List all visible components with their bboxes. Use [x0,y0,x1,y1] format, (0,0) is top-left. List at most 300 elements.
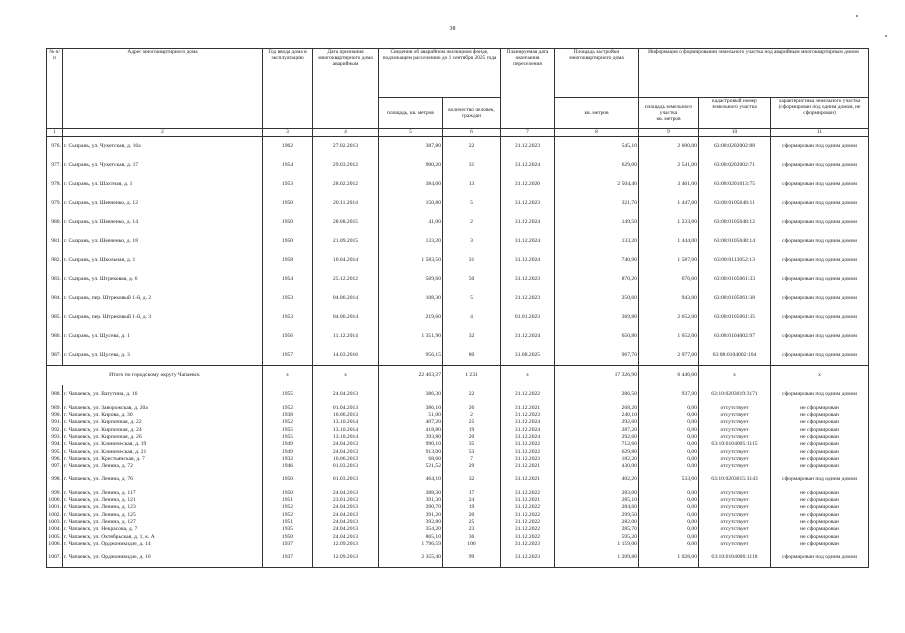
row-plan-date: 31.12.2024 [501,232,555,251]
row-land-area: 0,00 [639,518,699,525]
row-area: 1 583,50 [379,251,443,270]
row-cadastral: отсутствует [699,463,771,470]
row-characteristic: не сформирован [771,526,869,533]
row-land-area: 1 233,00 [639,213,699,232]
row-plan-date: 31.12.2021 [501,470,555,489]
row-characteristic: не сформирован [771,419,869,426]
row-characteristic: не сформирован [771,511,869,518]
row-address: г. Сызрань, ул. Школьная, д. 1 [63,251,263,270]
column-number: 5 [379,129,443,137]
row-plan-date: 31.12.2022 [501,489,555,496]
row-address: г. Чапаевск, ул. Кирпичная, д. 24 [63,426,263,433]
header-housing-fund: Сведения об аварийном жилищном фонде, подлежащем расселению до 1 сентября 2025 года [379,49,501,98]
row-address: г. Сызрань, ул. Щусева, д. 3 [63,346,263,366]
row-cadastral: отсутствует [699,526,771,533]
row-plan-date: 31.12.2020 [501,175,555,194]
row-land-area: 0,00 [639,426,699,433]
row-number: 984. [47,289,63,308]
table-row [47,194,869,213]
row-area: 464,10 [379,470,443,489]
row-plan-date: 31.12.2022 [501,441,555,448]
row-build-area: 430,00 [555,463,639,470]
row-land-area: 943,00 [639,289,699,308]
row-year: 1952 [263,504,313,511]
row-address: г. Чапаевск, ул. Кирпичная, д. 22 [63,419,263,426]
row-area: 2 355,40 [379,548,443,568]
page-number: 38 [449,26,456,32]
row-plan-date: 31.12.2023 [501,289,555,308]
row-plan-date: 31.12.2023 [501,455,555,462]
row-land-area: 2 541,00 [639,156,699,175]
row-address: г. Чапаевск, ул. Кирова, д. 30 [63,411,263,418]
table-row [47,289,869,308]
row-year: 1950 [263,470,313,489]
row-cadastral: 63:08:0105061:35 [699,308,771,327]
row-area: 354,20 [379,526,443,533]
row-people: 7 [443,455,501,462]
table-body-chapaevsk [47,385,869,567]
row-land-area: 2 000,00 [639,137,699,157]
row-year: 1953 [263,289,313,308]
row-plan-date: 31.12.2022 [501,518,555,525]
row-area: 393,80 [379,433,443,440]
row-characteristic: сформирован под одним домом [771,385,869,404]
row-area: 1 796,59 [379,541,443,548]
row-number: 980. [47,213,63,232]
header-year: Год ввода дома в эксплуатацию [263,49,313,129]
table-row [47,541,869,548]
row-area: 68,60 [379,455,443,462]
row-people: 25 [443,518,501,525]
row-cadastral: 63:08:0105048:11 [699,194,771,213]
column-number: 2 [63,129,263,137]
row-land-area: 1 587,00 [639,251,699,270]
row-area: 219,60 [379,308,443,327]
table-body-syzran [47,137,869,366]
row-emergency-date: 20.11.2014 [313,194,379,213]
row-emergency-date: 13.10.2014 [313,426,379,433]
row-number: 979. [47,194,63,213]
row-people: 19 [443,426,501,433]
row-area: 521,52 [379,463,443,470]
row-land-area: 1 028,00 [639,548,699,568]
row-number: 1004. [48,526,61,533]
header-address: Адрес многоквартирного дома [63,49,263,129]
row-people: 13 [443,175,501,194]
row-area: 390,70 [379,504,443,511]
table-row [47,504,869,511]
row-land-area: 0,00 [639,511,699,518]
row-land-area: 0,00 [639,404,699,411]
row-emergency-date: 10.06.2013 [313,411,379,418]
row-year: 1951 [263,518,313,525]
row-cadastral: отсутствует [699,511,771,518]
row-number: 999. [47,489,63,496]
table-row [47,308,869,327]
table-row [47,213,869,232]
row-plan-date: 31.12.2023 [501,548,555,568]
row-plan-date: 31.08.2025 [501,346,555,366]
column-number: 6 [443,129,501,137]
row-area: 392,80 [379,518,443,525]
row-people: 99 [443,548,501,568]
row-build-area: 133,20 [555,232,639,251]
row-characteristic: сформирован под одним домом [771,470,869,489]
row-address: г. Чапаевск, ул. Ленина, д. 123 [63,504,263,511]
row-cadastral: 63:10:0104006:1118 [699,548,771,568]
table-row [47,251,869,270]
row-build-area: 283,00 [555,489,639,496]
row-emergency-date: 21.09.2015 [313,232,379,251]
row-people: 20 [443,433,501,440]
row-plan-date: 31.12.2023 [501,194,555,213]
row-plan-date: 31.12.2024 [501,156,555,175]
row-emergency-date: 01.03.2013 [313,470,379,489]
row-build-area: 268,20 [555,404,639,411]
row-characteristic: сформирован под одним домом [771,548,869,568]
row-land-area: 1 652,00 [639,327,699,346]
row-year: 1937 [263,548,313,568]
row-number: 991. [47,419,63,426]
row-cadastral: отсутствует [699,496,771,503]
table-row [47,548,869,568]
row-people: 25 [443,419,501,426]
row-cadastral: 63:08:0113052:13 [699,251,771,270]
row-land-area: 0,00 [639,533,699,540]
row-build-area: 321,70 [555,194,639,213]
row-characteristic: сформирован под одним домом [771,175,869,194]
row-cadastral: 63:08:0201013:75 [699,175,771,194]
row-characteristic: сформирован под одним домом [771,289,869,308]
table-row [47,496,869,503]
row-emergency-date: 24.04.2013 [313,441,379,448]
row-people: 20 [443,511,501,518]
row-cadastral: отсутствует [699,541,771,548]
row-people: 4 [443,308,501,327]
row-number: 990. [47,411,63,418]
row-address: г. Сызрань, ул. Штрековая, д. 6 [63,270,263,289]
row-area: 387,80 [379,137,443,157]
subtotal-year: x [263,366,313,386]
row-emergency-date: 12.09.2013 [313,541,379,548]
table-row [47,470,869,489]
header-emergency-date: Дата признания многоквартирного дома аварийным [313,49,379,129]
row-address: г. Чапаевск, ул. Ленина, д. 125 [63,511,263,518]
row-cadastral: отсутствует [699,518,771,525]
row-cadastral: 63:08:0105048:12 [699,213,771,232]
row-address: г. Сызрань, ул. Чукотская, д. 16а [63,137,263,157]
table-row [47,270,869,289]
row-year: 1954 [263,270,313,289]
row-build-area: 1 159,00 [555,541,639,548]
row-people: 3 [443,232,501,251]
header-number: № п/п [47,49,63,129]
row-address: г. Чапаевск, ул. Некрасова, д. 7 [63,526,263,533]
column-number: 7 [501,129,555,137]
row-address: г. Чапаевск, ул. Кирпичная, д. 26 [63,433,263,440]
column-number: 3 [263,129,313,137]
row-cadastral: отсутствует [699,448,771,455]
row-land-area: 0,00 [639,496,699,503]
table-row [47,411,869,418]
row-area: 386,10 [379,404,443,411]
row-area: 384,00 [379,175,443,194]
column-number: 8 [555,129,639,137]
column-number-row [47,129,869,137]
row-build-area: 182,20 [555,455,639,462]
row-characteristic: сформирован под одним домом [771,346,869,366]
table-row [47,455,869,462]
row-build-area: 2 504,40 [555,175,639,194]
row-emergency-date: 29.03.2012 [313,156,379,175]
row-year: 1952 [263,404,313,411]
row-year: 1950 [263,533,313,540]
row-plan-date: 31.12.2023 [501,541,555,548]
row-year: 1951 [263,496,313,503]
table-row [47,346,869,366]
row-address: г. Сызрань, ул. Щусева, д. 1 [63,327,263,346]
row-characteristic: не сформирован [771,448,869,455]
row-year: 1953 [263,308,313,327]
row-emergency-date: 01.04.2013 [313,404,379,411]
row-area: 108,30 [379,289,443,308]
row-characteristic: сформирован под одним домом [771,194,869,213]
row-plan-date: 31.12.2024 [501,251,555,270]
row-cadastral: 63:10:0104005:1115 [699,441,771,448]
table-header [47,49,869,137]
row-plan-date: 31.12.2023 [501,270,555,289]
header-cadastral: кадастровый номер земельного участка [699,98,771,129]
row-plan-date: 31.12.2024 [501,327,555,346]
row-number: 995. [47,448,63,455]
row-emergency-date: 24.04.2013 [313,526,379,533]
row-emergency-date: 24.04.2013 [313,385,379,404]
row-address: г. Чапаевск, ул. Ленина, д. 121 [63,496,263,503]
row-emergency-date: 04.06.2014 [313,308,379,327]
row-area: 956,15 [379,346,443,366]
row-area: 407,20 [379,419,443,426]
row-number: 983. [47,270,63,289]
row-year: 1958 [263,251,313,270]
table-row [47,526,869,533]
row-people: 36 [443,533,501,540]
column-number: 4 [313,129,379,137]
column-number: 11 [771,129,869,137]
row-characteristic: не сформирован [771,518,869,525]
row-emergency-date: 10.06.2013 [313,455,379,462]
row-address: г. Чапаевск, ул. Орджоникидзе, д. 16 [63,548,263,568]
header-land-area [639,98,699,129]
row-build-area: 545,10 [555,137,639,157]
header-area: площадь, кв. метров [379,98,443,129]
row-build-area: 740,90 [555,251,639,270]
row-address: г. Чапаевск, ул. Ленина, д. 76 [63,470,263,489]
column-number: 10 [699,129,771,137]
row-land-area: 0,00 [639,419,699,426]
subtotal-land: 6 446,00 [639,366,699,386]
row-build-area: 595,20 [555,533,639,540]
subtotal-section [47,366,869,386]
row-cadastral: отсутствует [699,404,771,411]
row-address: г. Сызрань, ул. Шевченко, д. 12 [63,194,263,213]
row-address: г. Чапаевск, ул. Ленина, д. 72 [63,463,263,470]
row-emergency-date: 28.08.2015 [313,213,379,232]
row-cadastral: 63:08:0105061:33 [699,270,771,289]
row-emergency-date: 23.01.2013 [313,496,379,503]
subtotal-row [47,366,869,386]
row-area: 388,30 [379,489,443,496]
table-row [47,463,869,470]
row-plan-date: 31.12.2021 [501,463,555,470]
table-row [47,441,869,448]
row-area: 391,20 [379,511,443,518]
row-build-area: 299,50 [555,511,639,518]
row-address: г. Сызрань, ул. Шахтная, д. 1 [63,175,263,194]
row-cadastral: отсутствует [699,455,771,462]
row-plan-date: 31.12.2022 [501,533,555,540]
row-build-area: 650,80 [555,327,639,346]
scan-speck [855,14,859,18]
row-year: 1950 [263,489,313,496]
row-characteristic: не сформирован [771,489,869,496]
header-plan-date: Планируемая дата окончания переселения [501,49,555,129]
row-build-area: 286,50 [555,385,639,404]
row-build-area: 870,20 [555,270,639,289]
table-row [47,385,869,404]
row-number: 998. [47,470,63,489]
row-people: 31 [443,156,501,175]
row-number: 1005. [48,533,61,540]
row-number: 977. [47,156,63,175]
row-people: 50 [443,270,501,289]
row-number: 992. [47,426,63,433]
row-characteristic: сформирован под одним домом [771,156,869,175]
row-year: 1949 [263,448,313,455]
row-area: 865,10 [379,533,443,540]
row-cadastral: 63:08:0202002:88 [699,137,771,157]
row-characteristic: сформирован под одним домом [771,327,869,346]
row-characteristic: не сформирован [771,441,869,448]
row-address: г. Сызрань, ул. Чукотская, д. 17 [63,156,263,175]
row-address: г. Чапаевск, ул. Клиническая, д. 21 [63,448,263,455]
row-cadastral: отсутствует [699,489,771,496]
row-number: 981. [47,232,63,251]
row-year: 1953 [263,175,313,194]
row-area: 386,30 [379,385,443,404]
row-people: 5 [443,194,501,213]
row-emergency-date: 28.02.2012 [313,175,379,194]
row-characteristic: сформирован под одним домом [771,137,869,157]
row-build-area: 149,50 [555,213,639,232]
row-number: 982. [47,251,63,270]
row-build-area: 629,80 [555,448,639,455]
row-plan-date: 31.12.2024 [501,426,555,433]
row-year: 1949 [263,441,313,448]
row-number: 1003. [48,519,61,526]
row-build-area: 292,60 [555,433,639,440]
row-area: 133,20 [379,232,443,251]
header-land-info: Информация о формировании земельного участка под аварийным многоквартирным домом [639,49,869,98]
row-number: 986. [47,327,63,346]
row-build-area: 1 209,80 [555,548,639,568]
row-plan-date: 31.12.2024 [501,433,555,440]
row-year: 1955 [263,426,313,433]
row-characteristic: не сформирован [771,455,869,462]
row-people: 32 [443,470,501,489]
row-land-area: 0,00 [639,433,699,440]
row-build-area: 629,00 [555,156,639,175]
row-cadastral: 63:10:0203015:3143 [699,470,771,489]
row-number: 996. [47,455,63,462]
row-address: г. Чапаевск, ул. Крестьянская, д. 7 [63,455,263,462]
row-emergency-date: 13.10.2014 [313,433,379,440]
row-build-area: 284,60 [555,504,639,511]
subtotal-label: Итого по городскому округу Чапаевск [47,366,263,386]
row-characteristic: не сформирован [771,411,869,418]
row-land-area: 0,00 [639,541,699,548]
row-year: 1955 [263,433,313,440]
row-number: 1001. [48,504,61,511]
row-plan-date: 31.12.2023 [501,137,555,157]
row-year: 1952 [263,511,313,518]
header-people: количество человек, граждан [443,98,501,129]
row-emergency-date: 10.04.2014 [313,251,379,270]
row-land-area: 1 444,00 [639,232,699,251]
row-number: 993. [47,433,63,440]
row-emergency-date: 24.04.2013 [313,504,379,511]
row-characteristic: не сформирован [771,504,869,511]
row-characteristic: не сформирован [771,463,869,470]
row-number: 989. [47,404,63,411]
row-emergency-date: 04.06.2014 [313,289,379,308]
row-cadastral: 63:08:0104002:104 [699,346,771,366]
table-row [47,175,869,194]
table-row [47,489,869,496]
header-build-unit: кв. метров [555,98,639,129]
row-emergency-date: 24.04.2013 [313,489,379,496]
row-land-area: 533,00 [639,470,699,489]
row-emergency-date: 01.03.2013 [313,463,379,470]
row-land-area: 0,00 [639,448,699,455]
row-characteristic: не сформирован [771,404,869,411]
row-build-area: 250,60 [555,289,639,308]
row-year: 1955 [263,385,313,404]
row-number: 1006. [48,541,61,548]
row-year: 1956 [263,327,313,346]
table-row [47,448,869,455]
row-year: 1935 [263,526,313,533]
header-build-area: Площадь застройки многоквартирного дома [555,49,639,98]
row-number: 997. [47,463,63,470]
row-emergency-date: 14.03.2016 [313,346,379,366]
housing-register-table [46,48,869,568]
row-number: 1007. [47,548,63,568]
row-build-area: 402,20 [555,470,639,489]
column-number: 9 [639,129,699,137]
row-land-area: 0,00 [639,441,699,448]
row-area: 418,80 [379,426,443,433]
row-area: 569,60 [379,270,443,289]
row-area: 41,00 [379,213,443,232]
row-year: 1950 [263,194,313,213]
row-address: г. Сызрань, пер. Штрековый 1-й, д. 2 [63,289,263,308]
row-number: 978. [47,175,63,194]
row-land-area: 676,00 [639,270,699,289]
row-emergency-date: 11.12.2014 [313,327,379,346]
row-characteristic: не сформирован [771,426,869,433]
row-cadastral: отсутствует [699,411,771,418]
subtotal-build: 17 326,90 [555,366,639,386]
